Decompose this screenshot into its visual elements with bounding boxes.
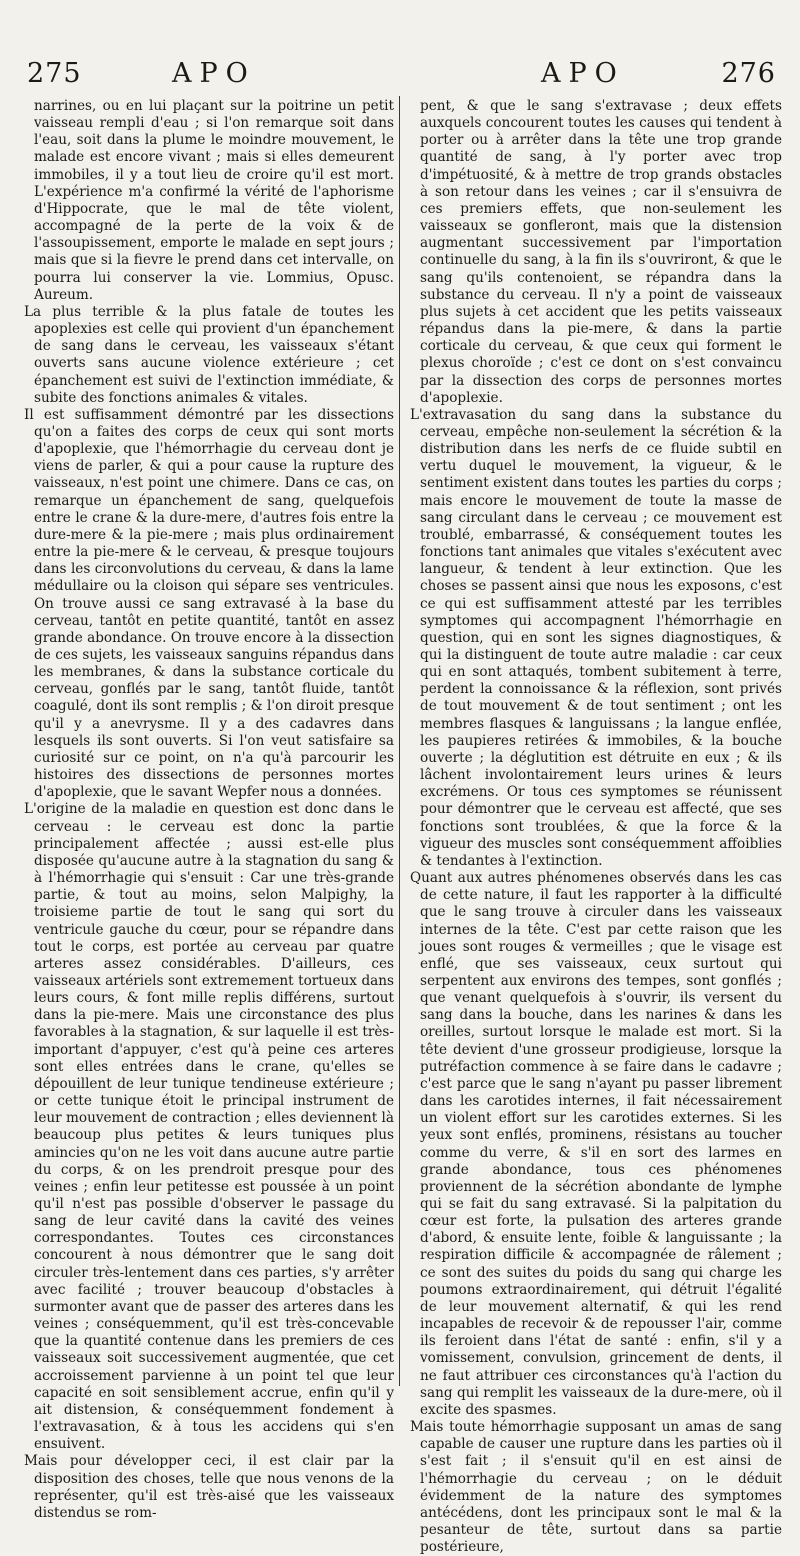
paragraph: pent, & que le sang s'extravase ; deux effets auxquels concourent toutes les causes qui tendent à porter ou à arrêter dans la tête une trop grande quantité de sang, à l'y porter avec trop d'impétuosité, & à mettre de trop grands obstacles à son retour dans les veines ; car il s'ensuivra de ces premiers effets, que non-seulement les vaisseaux se gonfleront, mais que la distension augmentant successivement par l'importation continuelle du sang, à la fin ils s'ouvriront, & que le sang qu'ils contenoient, se répandra dans la substance du cerveau. Il n'y a point de vaisseaux plus sujets à cet accident que les petits vaisseaux répandus dans la pie-mere, & dans la partie corticale du cerveau, & que ceux qui forment le plexus choroïde ; c'est ce dont on s'est convaincu par la dissection des corps de personnes mortes d'apoplexie.: [420, 98, 782, 406]
right-text-column: [410, 98, 782, 1556]
paragraph: Mais toute hémorrhagie supposant un amas de sang capable de causer une rupture dans les parties où il s'est fait ; il s'ensuit qu'il en est ainsi de l'hémorrhagie du cerveau ; on le déduit évidemment de la nature des symptomes antécédens, dont les principaux sont le mal & la pesanteur de tête, surtout dans sa partie postérieure,: [410, 1419, 782, 1556]
paragraph: La plus terrible & la plus fatale de toutes les apoplexies est celle qui provient d'un épanchement de sang dans le cerveau, les vaisseaux s'étant ouverts sans aucune violence extérieure ; cet épanchement est suivi de l'extinction immédiate, & subite des fonctions animales & vitales.: [24, 303, 394, 406]
left-running-head: APO: [172, 58, 256, 89]
paragraph: narrines, ou en lui plaçant sur la poitrine un petit vaisseau rempli d'eau ; si l'on remarque soit dans l'eau, soit dans la plume le moindre mouvement, le malade est encore vivant ; mais si elles demeurent immobiles, il y a tout lieu de croire qu'il est mort. L'expérience m'a confirmé la vérité de l'aphorisme d'Hippocrate, que le mal de tête violent, accompagné de la perte de la voix & de l'assoupissement, emporte le malade en sept jours ; mais que si la fievre le prend dans cet intervalle, on pourra lui conserver la vie. Lommius, Opusc. Aureum.: [34, 98, 394, 303]
paragraph: L'extravasation du sang dans la substance du cerveau, empêche non-seulement la sécrétion & la distribution dans les nerfs de ce fluide subtil en vertu duquel le mouvement, la vigueur, & le sentiment existent dans toutes les parties du corps ; mais encore le mouvement de toute la masse de sang circulant dans le cerveau ; ce mouvement est troublé, embarrassé, & conséquement toutes les fonctions tant animales que vitales s'exécutent avec langueur, & tendent à leur extinction. Que les choses se passent ainsi que nous les exposons, c'est ce qui est suffisamment attesté par les terribles symptomes qui accompagnent l'hémorrhagie en question, qui en sont les signes diagnostiques, & qui la distinguent de toute autre maladie : car ceux qui en sont attaqués, tombent subitement à terre, perdent la connoissance & la réflexion, sont privés de tout mouvement & de tout sentiment ; ont les membres flasques & languissans ; la langue enflée, les paupieres retirées & immobiles, & la bouche ouverte ; la déglutition est détruite en eux ; & ils lâchent involontairement leurs urines & leurs excrémens. Or tous ces symptomes se réunissent pour démontrer que le cerveau est affecté, que ses fonctions sont troublées, & que la force & la vigueur des muscles sont conséquemment affoiblies & tendantes à l'extinction.: [410, 406, 782, 869]
paragraph: Il est suffisamment démontré par les dissections qu'on a faites des corps de ceux qui sont morts d'apoplexie, que l'hémorrhagie du cerveau dont je viens de parler, & qui a pour cause la rupture des vaisseaux, n'est point une chimere. Dans ce cas, on remarque un épanchement de sang, quelquefois entre le crane & la dure-mere, d'autres fois entre la dure-mere & la pie-mere ; mais plus ordinairement entre la pie-mere & le cerveau, & presque toujours dans les circonvolutions du cerveau, & dans la lame médullaire ou la cloison qui sépare ses ventricules. On trouve aussi ce sang extravasé à la base du cerveau, tantôt en petite quantité, tantôt en assez grande abondance. On trouve encore à la dissection de ces sujets, les vaisseaux sanguins répandus dans les membranes, & dans la substance corticale du cerveau, gonflés par le sang, tantôt fluide, tantôt coagulé, dont ils sont remplis ; & l'on diroit presque qu'il y a anevrysme. Il y a des cadavres dans lesquels ils sont ouverts. Si l'on veut satisfaire sa curiosité sur ce point, on n'a qu'à parcourir les histoires des dissections de personnes mortes d'apoplexie, que le savant Wepfer nous a données.: [24, 406, 394, 801]
column-divider: [399, 96, 400, 1386]
right-running-head: APO: [541, 58, 625, 89]
left-text-column: [24, 98, 394, 1522]
paragraph: Quant aux autres phénomenes observés dans les cas de cette nature, il faut les rapporter à la difficulté que le sang trouve à circuler dans les vaisseaux internes de la tête. C'est par cette raison que les joues sont rouges & vermeilles ; que le visage est enflé, que ses vaisseaux, ceux surtout qui serpentent aux environs des tempes, sont gonflés ; que venant quelquefois à s'ouvrir, ils versent du sang dans la bouche, dans les narines & dans les oreilles, surtout lorsque le malade est mort. Si la tête devient d'une grosseur prodigieuse, lorsque la putréfaction commence à se faire dans le cadavre ; c'est parce que le sang n'ayant pu passer librement dans les carotides internes, il fait nécessairement un violent effort sur les carotides externes. Si les yeux sont enflés, prominens, résistans au toucher comme du verre, & s'il en sort des larmes en grande abondance, tous ces phénomenes proviennent de la sécrétion abondante de lymphe qui se fait du sang extravasé. Si la palpitation du cœur est forte, la pulsation des arteres grande d'abord, & ensuite lente, foible & languissante ; la respiration difficile & accompagnée de râlement ; ce sont des suites du poids du sang qui charge les poumons extraordinairement, qui détruit l'égalité de leur mouvement alternatif, & qui les rend incapables de recevoir & de repousser l'air, comme ils feroient dans l'état de santé : enfin, s'il y a vomissement, convulsion, grincement de dents, il ne faut attribuer ces circonstances qu'à l'action du sang qui remplit les vaisseaux de la dure-mere, où il excite des spasmes.: [410, 870, 782, 1418]
paragraph: L'origine de la maladie en question est donc dans le cerveau : le cerveau est donc la partie principalement affectée ; aussi est-elle plus disposée qu'aucune autre à la stagnation du sang & à l'hémorrhagie qui s'ensuit : Car une très-grande partie, & tout au moins, selon Malpighy, la troisieme partie de tout le sang qui sort du ventricule gauche du cœur, pour se répandre dans tout le corps, est portée au cerveau par quatre arteres assez considérables. D'ailleurs, ces vaisseaux artériels sont extremement tortueux dans leurs cours, & font mille replis différens, surtout dans la pie-mere. Mais une circonstance des plus favorables à la stagnation, & sur laquelle il est très-important d'appuyer, c'est qu'à peine ces arteres sont elles entrées dans le crane, qu'elles se dépouillent de leur tunique tendineuse extérieure ; or cette tunique étoit le principal instrument de leur mouvement de contraction ; elles deviennent là beaucoup plus petites & leurs tuniques plus amincies qu'on ne les voit dans aucune autre partie du corps, & on les prendroit presque pour des veines ; enfin leur petitesse est poussée à un point qu'il n'est pas possible d'observer le passage du sang de leur cavité dans la cavité des veines correspondantes. Toutes ces circonstances concourent à nous démontrer que le sang doit circuler très-lentement dans ces parties, s'y arrêter avec facilité ; trouver beaucoup d'obstacles à surmonter avant que de passer des arteres dans les veines ; conséquemment, qu'il est très-concevable que la quantité contenue dans les premiers de ces vaisseaux soit successivement augmentée, que cet accroissement parvienne à un point tel que leur capacité en soit sensiblement accrue, enfin qu'il y ait distension, & conséquemment fondement à l'extravasation, & à tous les accidens qui s'en ensuivent.: [24, 801, 394, 1453]
right-page-number: 276: [721, 58, 776, 89]
paragraph: Mais pour développer ceci, il est clair par la disposition des choses, telle que nous venons de la représenter, qu'il est très-aisé que les vaisseaux distendus se rom-: [24, 1453, 394, 1521]
left-page-number: 275: [27, 58, 82, 89]
